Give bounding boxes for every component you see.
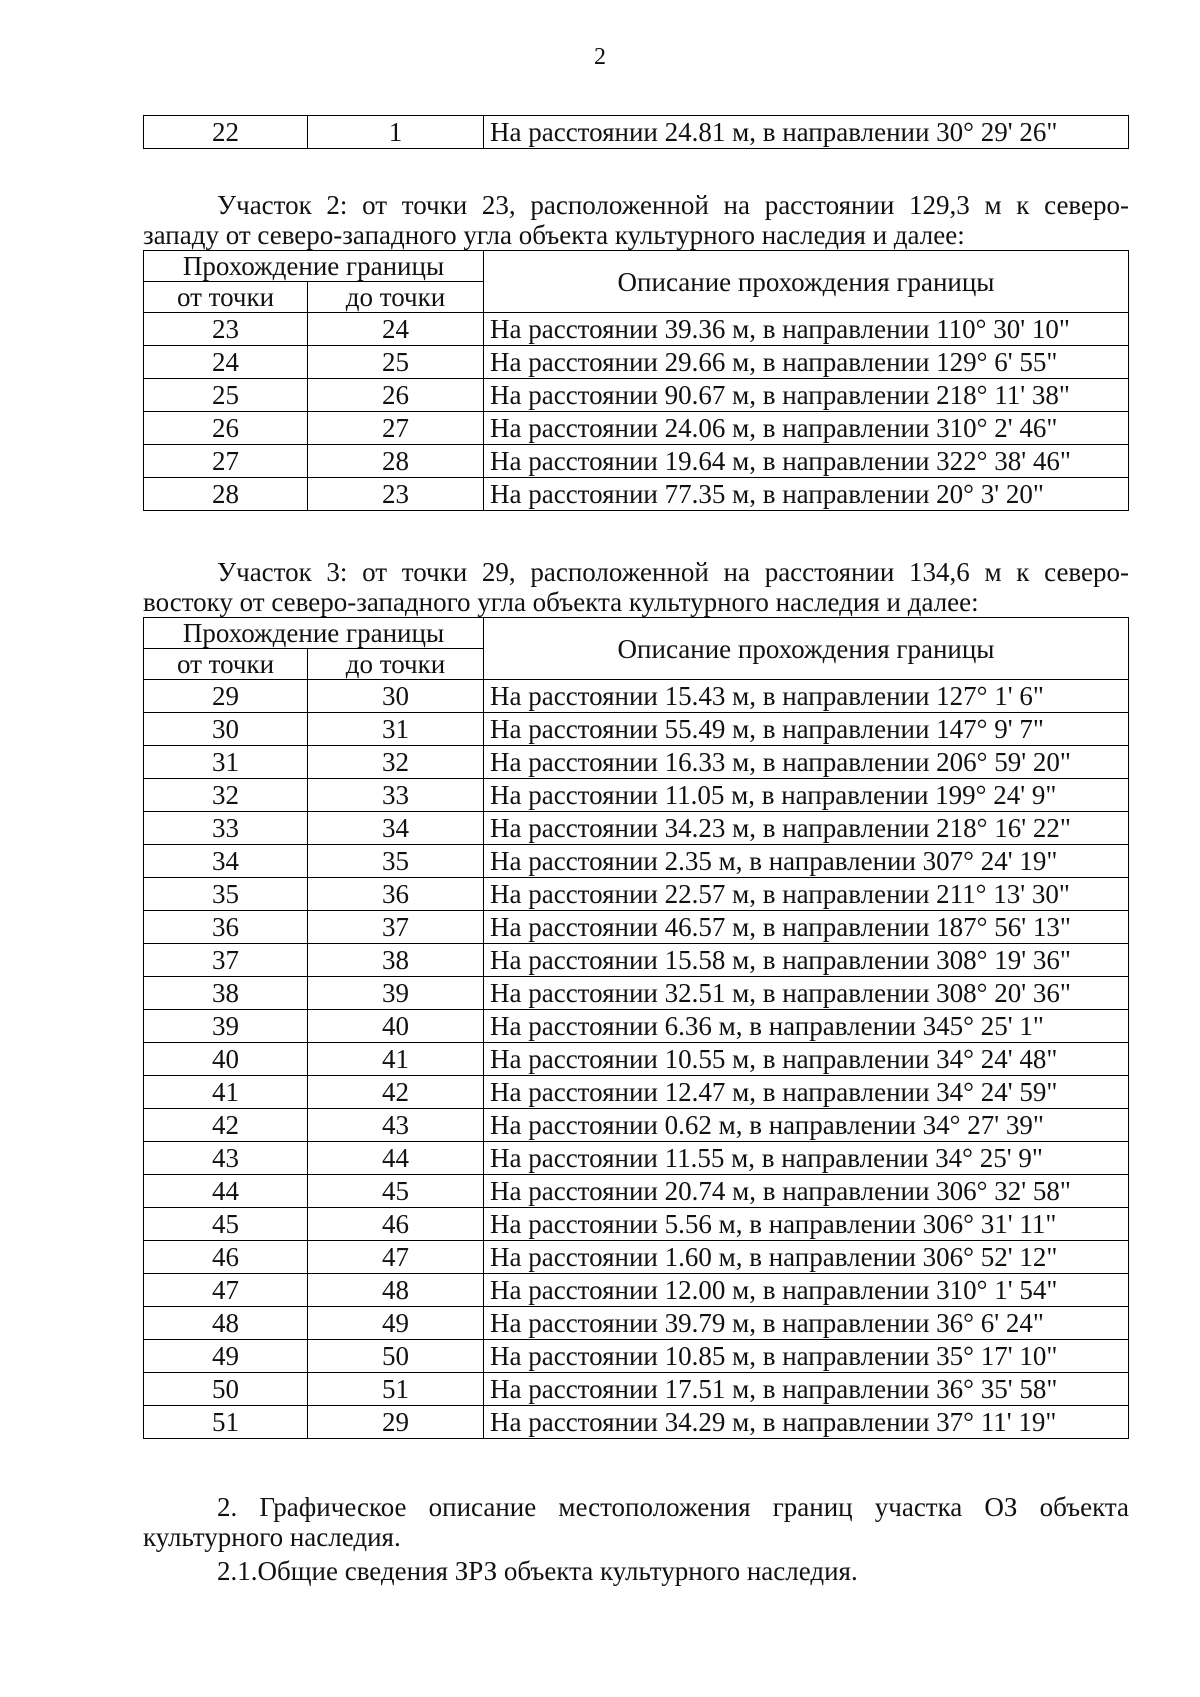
cell-to-point: 47 <box>308 1241 484 1274</box>
continuation-table-body <box>144 116 1129 149</box>
cell-to-point: 32 <box>308 746 484 779</box>
cell-from-point: 23 <box>144 313 308 346</box>
cell-to-point: 40 <box>308 1010 484 1043</box>
cell-description: На расстоянии 90.67 м, в направлении 218° 11' 38" <box>484 379 1129 412</box>
table-row <box>144 746 1129 779</box>
cell-from-point: 44 <box>144 1175 308 1208</box>
cell-from-point: 32 <box>144 779 308 812</box>
table-row <box>144 412 1129 445</box>
cell-to-point: 26 <box>308 379 484 412</box>
cell-description: На расстоянии 10.85 м, в направлении 35° 17' 10" <box>484 1340 1129 1373</box>
cell-to-point: 24 <box>308 313 484 346</box>
cell-from-point: 26 <box>144 412 308 445</box>
cell-to-point: 23 <box>308 478 484 511</box>
table-row <box>144 944 1129 977</box>
cell-from-point: 51 <box>144 1406 308 1439</box>
table-row <box>144 911 1129 944</box>
closing-subpoint: 2.1.Общие сведения ЗРЗ объекта культурного наследия. <box>217 1556 858 1586</box>
section2-table-header <box>144 251 1129 313</box>
cell-description: На расстоянии 34.29 м, в направлении 37° 11' 19" <box>484 1406 1129 1439</box>
cell-description: На расстоянии 0.62 м, в направлении 34° 27' 39" <box>484 1109 1129 1142</box>
table-row <box>144 346 1129 379</box>
cell-to-point: 38 <box>308 944 484 977</box>
cell-to-point: 39 <box>308 977 484 1010</box>
cell-to-point: 37 <box>308 911 484 944</box>
table-row <box>144 116 1129 149</box>
table-row <box>144 379 1129 412</box>
cell-to-point: 48 <box>308 1274 484 1307</box>
cell-description: На расстоянии 22.57 м, в направлении 211° 13' 30" <box>484 878 1129 911</box>
section2-table-body <box>144 313 1129 511</box>
table-row <box>144 1241 1129 1274</box>
closing-para-line2: культурного наследия. <box>143 1522 401 1552</box>
cell-from-point: 30 <box>144 713 308 746</box>
cell-description: На расстоянии 11.55 м, в направлении 34° 25' 9" <box>484 1142 1129 1175</box>
cell-description: На расстоянии 20.74 м, в направлении 306° 32' 58" <box>484 1175 1129 1208</box>
cell-description: На расстоянии 10.55 м, в направлении 34° 24' 48" <box>484 1043 1129 1076</box>
cell-to-point: 29 <box>308 1406 484 1439</box>
table-row <box>144 779 1129 812</box>
cell-from-point: 27 <box>144 445 308 478</box>
cell-to-point: 1 <box>308 116 484 149</box>
table-row <box>144 478 1129 511</box>
cell-description: На расстоянии 2.35 м, в направлении 307° 24' 19" <box>484 845 1129 878</box>
table-row <box>144 1406 1129 1439</box>
table-row <box>144 1208 1129 1241</box>
cell-from-point: 50 <box>144 1373 308 1406</box>
table-row <box>144 1043 1129 1076</box>
cell-from-point: 29 <box>144 680 308 713</box>
cell-description: На расстоянии 15.58 м, в направлении 308° 19' 36" <box>484 944 1129 977</box>
cell-to-point: 25 <box>308 346 484 379</box>
cell-to-point: 36 <box>308 878 484 911</box>
cell-from-point: 39 <box>144 1010 308 1043</box>
cell-to-point: 43 <box>308 1109 484 1142</box>
cell-from-point: 41 <box>144 1076 308 1109</box>
cell-description: На расстоянии 12.47 м, в направлении 34° 24' 59" <box>484 1076 1129 1109</box>
section3-table-header <box>144 618 1129 680</box>
cell-description: На расстоянии 19.64 м, в направлении 322° 38' 46" <box>484 445 1129 478</box>
cell-from-point: 47 <box>144 1274 308 1307</box>
cell-from-point: 35 <box>144 878 308 911</box>
cell-description: На расстоянии 17.51 м, в направлении 36° 35' 58" <box>484 1373 1129 1406</box>
cell-description: На расстоянии 24.81 м, в направлении 30° 29' 26" <box>484 116 1129 149</box>
cell-to-point: 51 <box>308 1373 484 1406</box>
cell-to-point: 31 <box>308 713 484 746</box>
cell-to-point: 42 <box>308 1076 484 1109</box>
cell-description: На расстоянии 1.60 м, в направлении 306° 52' 12" <box>484 1241 1129 1274</box>
cell-from-point: 40 <box>144 1043 308 1076</box>
cell-to-point: 27 <box>308 412 484 445</box>
cell-from-point: 48 <box>144 1307 308 1340</box>
table-row <box>144 1109 1129 1142</box>
page-number: 2 <box>594 44 606 70</box>
header-from: от точки <box>144 282 308 313</box>
section3-table-body <box>144 680 1129 1439</box>
cell-description: На расстоянии 39.36 м, в направлении 110° 30' 10" <box>484 313 1129 346</box>
cell-from-point: 31 <box>144 746 308 779</box>
cell-to-point: 35 <box>308 845 484 878</box>
header-from: от точки <box>144 649 308 680</box>
cell-to-point: 49 <box>308 1307 484 1340</box>
table-row <box>144 812 1129 845</box>
cell-to-point: 44 <box>308 1142 484 1175</box>
section3-intro-line1: Участок 3: от точки 29, расположенной на расстоянии 134,6 м к северо- <box>217 557 1129 587</box>
cell-from-point: 22 <box>144 116 308 149</box>
cell-from-point: 33 <box>144 812 308 845</box>
cell-description: На расстоянии 12.00 м, в направлении 310° 1' 54" <box>484 1274 1129 1307</box>
table-row <box>144 1175 1129 1208</box>
cell-from-point: 42 <box>144 1109 308 1142</box>
cell-to-point: 28 <box>308 445 484 478</box>
section2-table <box>143 250 1129 511</box>
cell-description: На расстоянии 11.05 м, в направлении 199° 24' 9" <box>484 779 1129 812</box>
cell-from-point: 28 <box>144 478 308 511</box>
cell-description: На расстоянии 39.79 м, в направлении 36° 6' 24" <box>484 1307 1129 1340</box>
table-row <box>144 313 1129 346</box>
header-to: до точки <box>308 282 484 313</box>
cell-from-point: 25 <box>144 379 308 412</box>
cell-description: На расстоянии 15.43 м, в направлении 127° 1' 6" <box>484 680 1129 713</box>
cell-from-point: 43 <box>144 1142 308 1175</box>
cell-to-point: 45 <box>308 1175 484 1208</box>
header-group: Прохождение границы <box>144 251 484 282</box>
cell-to-point: 46 <box>308 1208 484 1241</box>
cell-to-point: 41 <box>308 1043 484 1076</box>
cell-description: На расстоянии 16.33 м, в направлении 206° 59' 20" <box>484 746 1129 779</box>
header-description: Описание прохождения границы <box>484 618 1129 680</box>
table-row <box>144 1373 1129 1406</box>
table-row <box>144 445 1129 478</box>
cell-from-point: 38 <box>144 977 308 1010</box>
table-row <box>144 1076 1129 1109</box>
cell-to-point: 33 <box>308 779 484 812</box>
table-row <box>144 1274 1129 1307</box>
cell-from-point: 34 <box>144 845 308 878</box>
cell-to-point: 50 <box>308 1340 484 1373</box>
cell-from-point: 36 <box>144 911 308 944</box>
section3-intro-line2: востоку от северо-западного угла объекта культурного наследия и далее: <box>143 587 979 617</box>
header-to: до точки <box>308 649 484 680</box>
section2-intro-line1: Участок 2: от точки 23, расположенной на расстоянии 129,3 м к северо- <box>217 190 1129 220</box>
table-row <box>144 1307 1129 1340</box>
continuation-table <box>143 115 1129 149</box>
cell-description: На расстоянии 5.56 м, в направлении 306° 31' 11" <box>484 1208 1129 1241</box>
section3-table <box>143 617 1129 1439</box>
table-row <box>144 1010 1129 1043</box>
cell-description: На расстоянии 77.35 м, в направлении 20° 3' 20" <box>484 478 1129 511</box>
table-row <box>144 845 1129 878</box>
closing-para-line1: 2. Графическое описание местоположения границ участка ОЗ объекта <box>217 1492 1129 1522</box>
cell-description: На расстоянии 46.57 м, в направлении 187° 56' 13" <box>484 911 1129 944</box>
table-row <box>144 878 1129 911</box>
cell-from-point: 49 <box>144 1340 308 1373</box>
cell-from-point: 45 <box>144 1208 308 1241</box>
table-row <box>144 680 1129 713</box>
header-description: Описание прохождения границы <box>484 251 1129 313</box>
header-group: Прохождение границы <box>144 618 484 649</box>
cell-description: На расстоянии 32.51 м, в направлении 308° 20' 36" <box>484 977 1129 1010</box>
cell-from-point: 24 <box>144 346 308 379</box>
cell-to-point: 30 <box>308 680 484 713</box>
cell-description: На расстоянии 29.66 м, в направлении 129° 6' 55" <box>484 346 1129 379</box>
cell-to-point: 34 <box>308 812 484 845</box>
table-row <box>144 713 1129 746</box>
cell-description: На расстоянии 34.23 м, в направлении 218° 16' 22" <box>484 812 1129 845</box>
table-row <box>144 977 1129 1010</box>
table-row <box>144 1340 1129 1373</box>
cell-from-point: 46 <box>144 1241 308 1274</box>
cell-description: На расстоянии 24.06 м, в направлении 310° 2' 46" <box>484 412 1129 445</box>
cell-description: На расстоянии 55.49 м, в направлении 147° 9' 7" <box>484 713 1129 746</box>
cell-from-point: 37 <box>144 944 308 977</box>
cell-description: На расстоянии 6.36 м, в направлении 345° 25' 1" <box>484 1010 1129 1043</box>
section2-intro-line2: западу от северо-западного угла объекта культурного наследия и далее: <box>143 220 965 250</box>
table-row <box>144 1142 1129 1175</box>
